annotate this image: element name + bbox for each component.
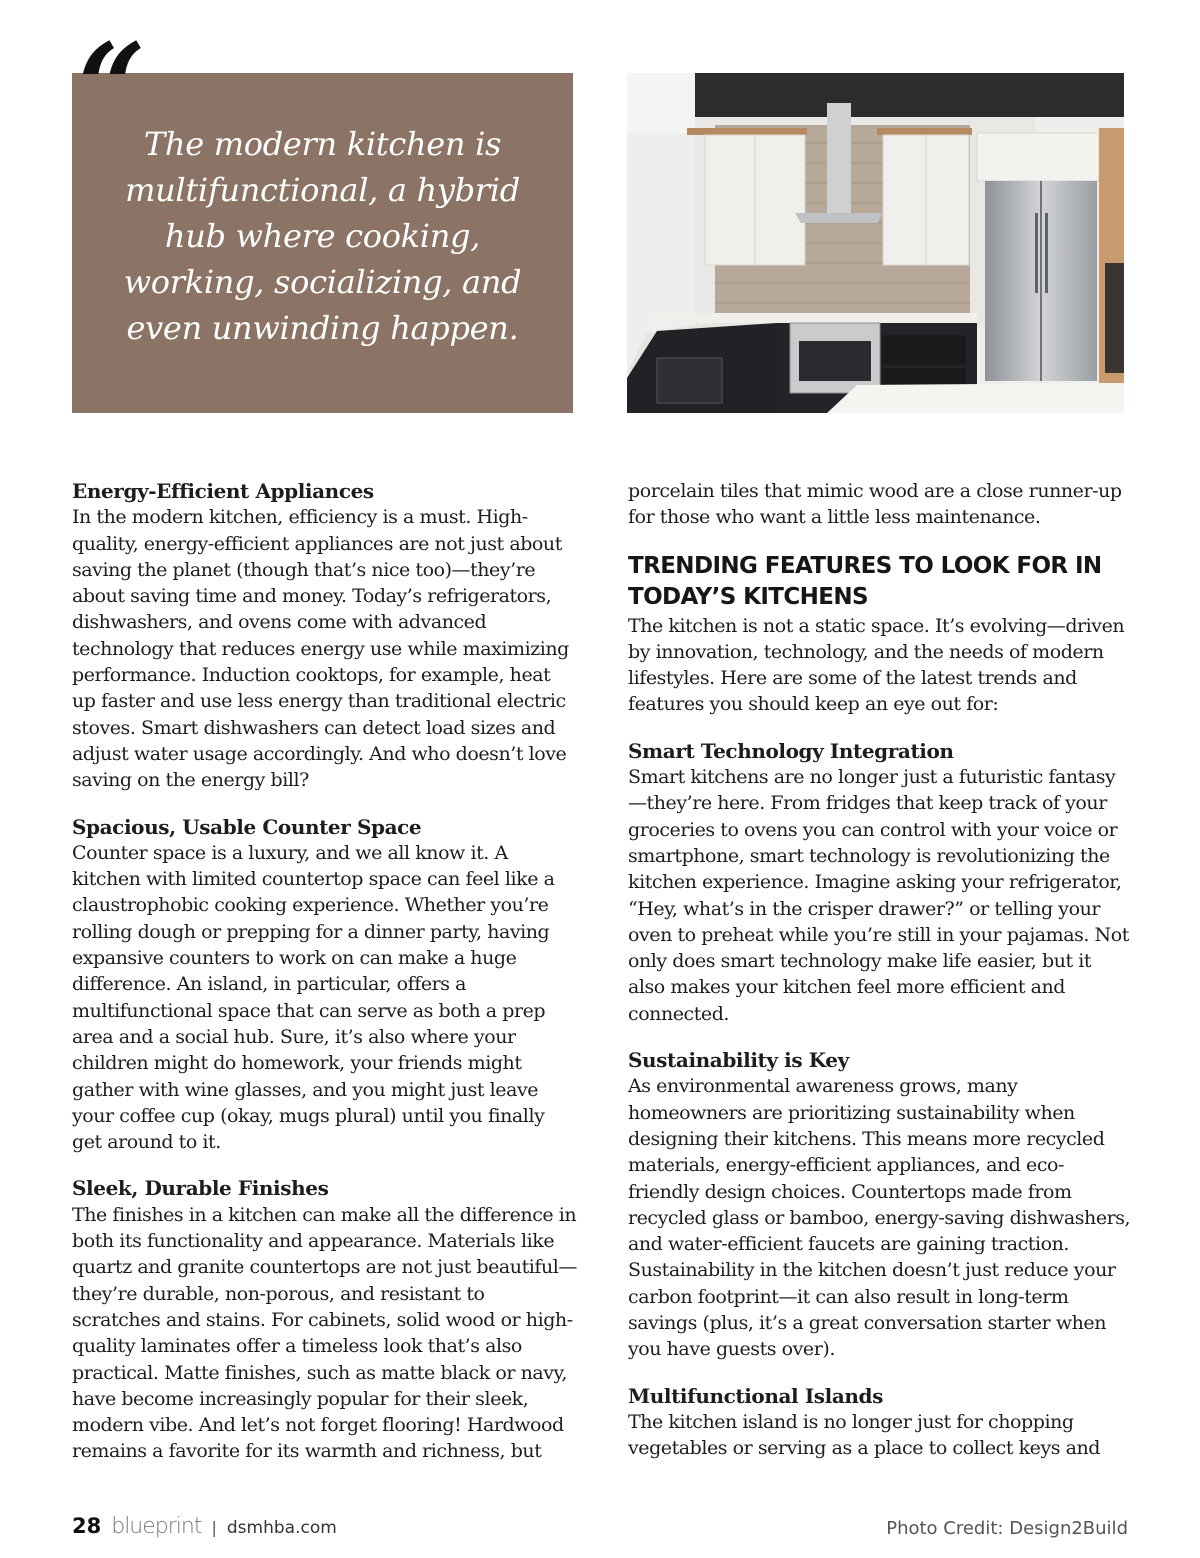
subheading-counter: Spacious, Usable Counter Space — [72, 814, 422, 839]
paragraph-continuation: porcelain tiles that mimic wood are a close runner-up for those who want a little less maintenance. — [628, 480, 1122, 529]
quote-mark-icon: “ — [78, 17, 146, 156]
page-number: 28 — [72, 1514, 102, 1538]
subheading-islands: Multifunctional Islands — [628, 1383, 883, 1408]
section-heading: TRENDING FEATURES TO LOOK FOR IN TODAY’S KITCHENS — [628, 552, 1102, 610]
right-column — [628, 478, 1133, 1482]
paragraph-islands: The kitchen island is no longer just for chopping vegetables or serving as a place to collect keys and — [628, 1410, 1101, 1460]
subheading-energy: Energy-Efficient Appliances — [72, 479, 374, 503]
subheading-finishes: Sleek, Durable Finishes — [72, 1176, 329, 1201]
subheading-smart-tech: Smart Technology Integration — [628, 738, 954, 763]
paragraph-finishes: The finishes in a kitchen can make all the difference in both its functionality and appearance. Materials like quartz and granite countertops are not just beautiful—they’re durable, non-porous, and resistant to scratches and stains. For cabinets, solid wood or high-quality laminates offer a timeless look that’s also practical. Matte finishes, such as matte black or navy, have become increasingly popular for their sleek, modern vibe. And let’s not forget flooring! Hardwood remains a favorite for its warmth and richness, but — [72, 1203, 577, 1463]
website-link[interactable]: dsmhba.com — [226, 1518, 337, 1538]
paragraph-energy: In the modern kitchen, efficiency is a must. High-quality, energy-efficient appliances are not just about saving the planet (though that’s nice too)—they’re about saving time and money. Today’s refrigerators, dishwashers, and ovens come with advanced technology that reduces energy use while maximizing performance. Induction cooktops, for example, heat up faster and use less energy than traditional electric stoves. Smart dishwashers can detect load sizes and adjust water usage accordingly. And who doesn’t love saving on the energy bill? — [72, 506, 569, 792]
pull-quote-text: The modern kitchen is multifunctional, a hybrid hub where cooking, working, socializing, and even unwinding happen. — [123, 125, 522, 347]
pull-quote-box — [72, 73, 573, 413]
footer-separator: | — [211, 1518, 217, 1537]
photo-credit: Photo Credit: Design2Build — [886, 1518, 1128, 1539]
paragraph-intro: The kitchen is not a static space. It’s evolving—driven by innovation, technology, and the needs of modern lifestyles. Here are some of the latest trends and features you should keep an eye out for: — [628, 614, 1125, 716]
brand-logo: blueprint — [111, 1514, 202, 1539]
paragraph-smart-tech: Smart kitchens are no longer just a futuristic fantasy—they’re here. From fridges that keep track of your groceries to ovens you can control with your voice or smartphone, smart technology is revolutionizing the kitchen experience. Imagine asking your refrigerator, “Hey, what’s in the crisper drawer?” or telling your oven to preheat while you’re still in your pajamas. Not only does smart technology make life easier, but it also makes your kitchen feel more efficient and connected. — [628, 766, 1129, 1025]
paragraph-counter: Counter space is a luxury, and we all know it. A kitchen with limited countertop space can feel like a claustrophobic cooking experience. Whether you’re rolling dough or prepping for a dinner party, having expansive counters to work on can make a huge difference. An island, in particular, offers a multifunctional space that can serve as both a prep area and a social hub. Sure, it’s also where your children might do homework, your friends might gather with wine glasses, and you might just leave your coffee cup (okay, mugs plural) until you finally get around to it. — [72, 841, 555, 1154]
paragraph-sustainability: As environmental awareness grows, many homeowners are prioritizing sustainability when designing their kitchens. This means more recycled materials, energy-efficient appliances, and eco-friendly design choices. Countertops made from recycled glass or bamboo, energy-saving dishwashers, and water-efficient faucets are gaining traction. Sustainability in the kitchen doesn’t just reduce your carbon footprint—it can also result in long-term savings (plus, it’s a great conversation starter when you have guests over). — [628, 1075, 1131, 1361]
subheading-sustainability: Sustainability is Key — [628, 1048, 849, 1073]
kitchen-photo — [627, 73, 1124, 413]
left-column — [72, 478, 577, 1485]
footer-left — [72, 1514, 337, 1544]
